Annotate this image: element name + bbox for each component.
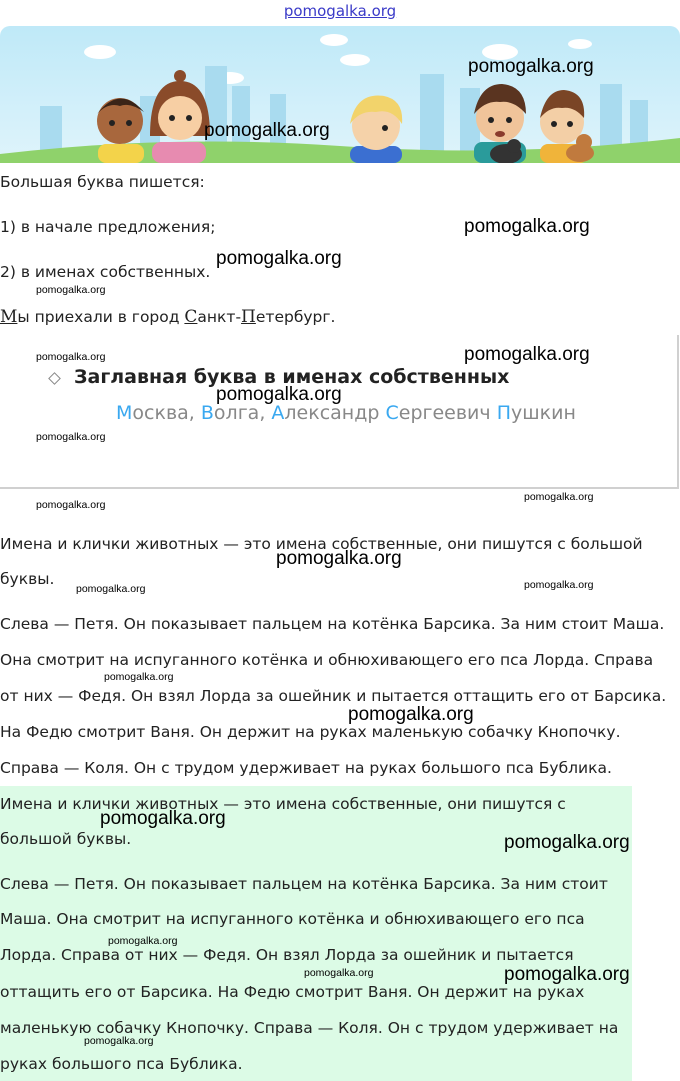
answer-line: Маша. Она смотрит на испуганного котёнка и обнюхивающего его пса: [0, 910, 585, 928]
answer-line: маленькую собачку Кнопочку. Справа — Коля. Он с трудом удерживает на: [0, 1019, 619, 1037]
watermark: pomogalka.org: [304, 967, 374, 979]
watermark: pomogalka.org: [276, 548, 402, 569]
watermark: pomogalka.org: [100, 808, 226, 829]
answer-line: Слева — Петя. Он показывает пальцем на котёнка Барсика. За ним стоит: [0, 875, 608, 893]
text-line: буквы.: [0, 570, 55, 588]
text-line: от них — Федя. Он взял Лорда за ошейник и пытается оттащить его от Барсика.: [0, 687, 667, 705]
watermark: pomogalka.org: [36, 284, 106, 296]
rule-card-examples: Москва, Волга, Александр Сергеевич Пушкин: [116, 402, 576, 424]
watermark: pomogalka.org: [204, 120, 330, 141]
watermark: pomogalka.org: [216, 248, 342, 269]
illustration-banner: [0, 26, 680, 163]
watermark: pomogalka.org: [464, 344, 590, 365]
answer-line: руках большого пса Бублика.: [0, 1055, 243, 1073]
rule-intro: Большая буква пишется:: [0, 173, 205, 191]
watermark: pomogalka.org: [464, 216, 590, 237]
watermark: pomogalka.org: [36, 351, 106, 363]
answer-line: оттащить его от Барсика. На Федю смотрит Ваня. Он держит на руках: [0, 983, 585, 1001]
example-sentence: Мы приехали в город Санкт-Петербург.: [0, 307, 336, 327]
children-illustration: [0, 26, 680, 163]
watermark: pomogalka.org: [76, 583, 146, 595]
watermark: pomogalka.org: [504, 832, 630, 853]
text-line: Имена и клички животных — это имена собственные, они пишутся с большой: [0, 535, 643, 553]
watermark: pomogalka.org: [216, 384, 342, 405]
watermark: pomogalka.org: [524, 579, 594, 591]
text-line: На Федю смотрит Ваня. Он держит на руках маленькую собачку Кнопочку.: [0, 723, 621, 741]
watermark: pomogalka.org: [468, 56, 594, 77]
answer-line: Имена и клички животных — это имена собственные, они пишутся с: [0, 795, 566, 813]
text-line: Справа — Коля. Он с трудом удерживает на руках большого пса Бублика.: [0, 759, 612, 777]
rule-card-title: Заглавная буква в именах собственных: [74, 366, 510, 388]
watermark: pomogalka.org: [348, 704, 474, 725]
rule-item-1: 1) в начале предложения;: [0, 218, 216, 236]
site-link[interactable]: pomogalka.org: [283, 2, 397, 20]
watermark: pomogalka.org: [104, 671, 174, 683]
rule-item-2: 2) в именах собственных.: [0, 263, 211, 281]
watermark: pomogalka.org: [84, 1035, 154, 1047]
watermark: pomogalka.org: [504, 964, 630, 985]
text-line: Она смотрит на испуганного котёнка и обнюхивающего его пса Лорда. Справа: [0, 651, 654, 669]
watermark: pomogalka.org: [524, 491, 594, 503]
text-line: Слева — Петя. Он показывает пальцем на котёнка Барсика. За ним стоит Маша.: [0, 615, 665, 633]
watermark: pomogalka.org: [108, 935, 178, 947]
answer-line: Лорда. Справа от них — Федя. Он взял Лорда за ошейник и пытается: [0, 946, 574, 964]
watermark: pomogalka.org: [36, 499, 106, 511]
answer-line: большой буквы.: [0, 830, 132, 848]
watermark: pomogalka.org: [36, 431, 106, 443]
